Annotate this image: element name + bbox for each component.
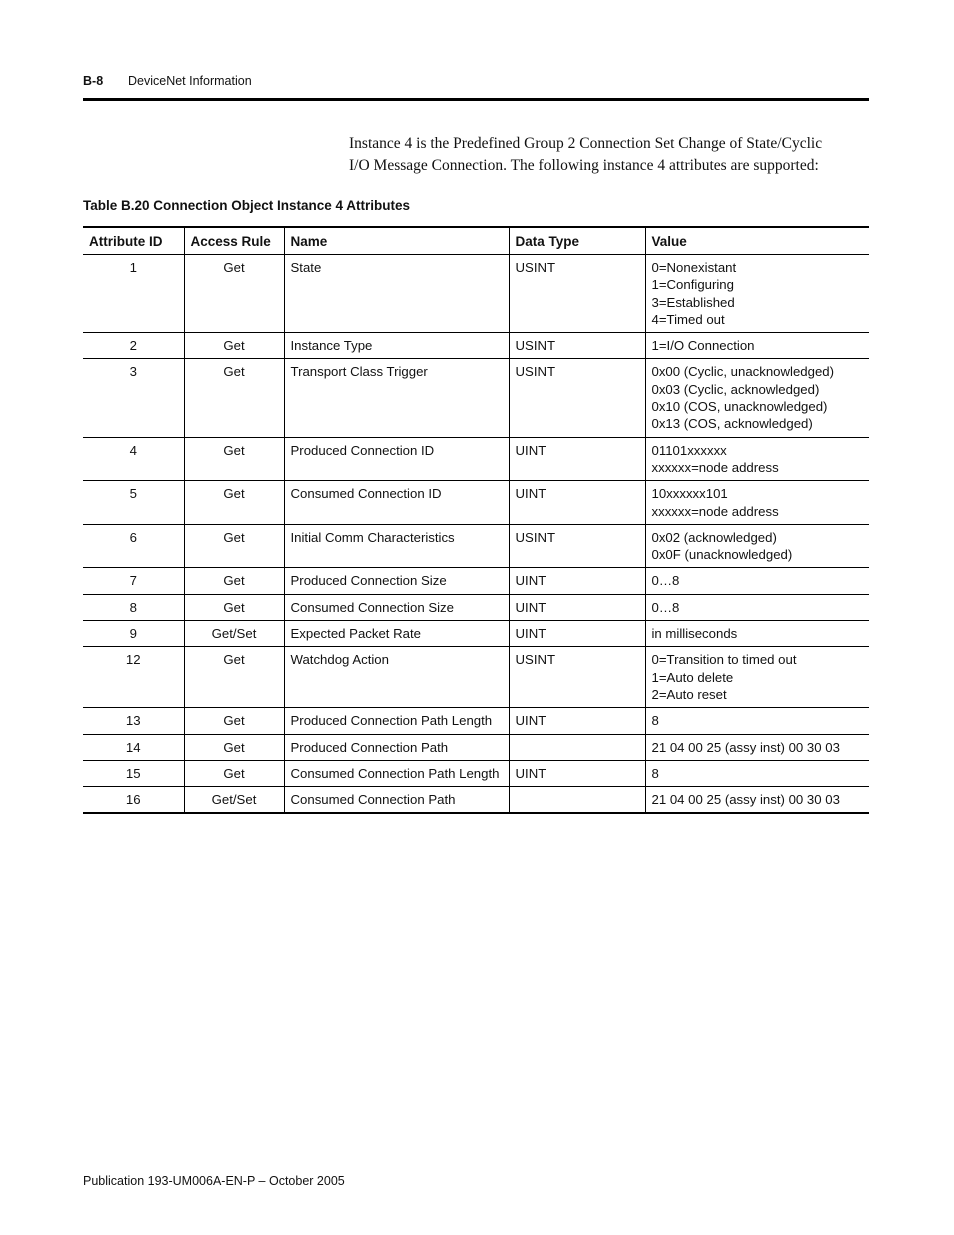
data-type-cell: UINT bbox=[509, 760, 645, 786]
value-line: 0x03 (Cyclic, acknowledged) bbox=[651, 381, 820, 397]
table-row bbox=[83, 621, 869, 647]
attribute-id-cell: 2 bbox=[83, 333, 184, 359]
value-line: 1=I/O Connection bbox=[651, 338, 755, 354]
data-type-cell bbox=[509, 734, 645, 760]
attribute-id-cell: 1 bbox=[83, 255, 184, 333]
value-cell bbox=[645, 333, 869, 359]
value-cell bbox=[645, 437, 869, 481]
value-line: 0x00 (Cyclic, unacknowledged) bbox=[651, 364, 835, 380]
value-line: 0x02 (acknowledged) bbox=[651, 529, 777, 545]
data-type-cell bbox=[509, 787, 645, 814]
name-cell: Produced Connection Path bbox=[284, 734, 509, 760]
value-line: in milliseconds bbox=[651, 626, 738, 642]
access-rule-cell: Get bbox=[184, 568, 284, 594]
value-line: 21 04 00 25 (assy inst) 00 30 03 bbox=[651, 792, 840, 808]
table-caption: Table B.20 Connection Object Instance 4 Attributes bbox=[83, 198, 411, 213]
access-rule-cell: Get/Set bbox=[184, 621, 284, 647]
attribute-id-cell: 14 bbox=[83, 734, 184, 760]
attribute-id-cell: 12 bbox=[83, 647, 184, 708]
data-type-cell: UINT bbox=[509, 568, 645, 594]
value-cell bbox=[645, 568, 869, 594]
value-cell bbox=[645, 647, 869, 708]
page-footer: Publication 193-UM006A-EN-P – October 2005 bbox=[83, 1174, 345, 1188]
page-number: B-8 bbox=[83, 74, 104, 88]
value-line: 0x0F (unacknowledged) bbox=[651, 547, 793, 563]
attribute-id-cell: 3 bbox=[83, 359, 184, 437]
name-cell: Produced Connection ID bbox=[284, 437, 509, 481]
table-header-row bbox=[83, 227, 869, 255]
name-cell: Expected Packet Rate bbox=[284, 621, 509, 647]
table-row bbox=[83, 708, 869, 734]
value-line: xxxxxx=node address bbox=[651, 503, 779, 519]
access-rule-cell: Get bbox=[184, 647, 284, 708]
access-rule-cell: Get bbox=[184, 524, 284, 568]
data-type-cell: USINT bbox=[509, 647, 645, 708]
attribute-id-cell: 4 bbox=[83, 437, 184, 481]
attribute-id-cell: 15 bbox=[83, 760, 184, 786]
table-row bbox=[83, 734, 869, 760]
attribute-id-cell: 5 bbox=[83, 481, 184, 525]
intro-line: Instance 4 is the Predefined Group 2 Connection Set Change of State/Cyclic bbox=[349, 135, 823, 152]
section-title: DeviceNet Information bbox=[128, 74, 252, 88]
attribute-id-cell: 7 bbox=[83, 568, 184, 594]
value-line: 01101xxxxxx bbox=[651, 442, 727, 458]
data-type-cell: UINT bbox=[509, 621, 645, 647]
column-header: Attribute ID bbox=[83, 227, 184, 255]
name-cell: Consumed Connection Path Length bbox=[284, 760, 509, 786]
column-header: Data Type bbox=[509, 227, 645, 255]
value-cell bbox=[645, 359, 869, 437]
value-line: 10xxxxxx101 bbox=[651, 486, 728, 502]
access-rule-cell: Get bbox=[184, 333, 284, 359]
name-cell: Produced Connection Path Length bbox=[284, 708, 509, 734]
attribute-id-cell: 9 bbox=[83, 621, 184, 647]
access-rule-cell: Get bbox=[184, 708, 284, 734]
data-type-cell: USINT bbox=[509, 524, 645, 568]
name-cell: Consumed Connection Path bbox=[284, 787, 509, 814]
value-line: 8 bbox=[651, 713, 659, 729]
value-line: 1=Configuring bbox=[651, 277, 734, 293]
attributes-table bbox=[83, 226, 869, 814]
access-rule-cell: Get bbox=[184, 255, 284, 333]
data-type-cell: USINT bbox=[509, 333, 645, 359]
access-rule-cell: Get bbox=[184, 359, 284, 437]
data-type-cell: USINT bbox=[509, 359, 645, 437]
name-cell: Consumed Connection Size bbox=[284, 594, 509, 620]
column-header: Name bbox=[284, 227, 509, 255]
name-cell: Consumed Connection ID bbox=[284, 481, 509, 525]
table-row bbox=[83, 255, 869, 333]
table-row bbox=[83, 359, 869, 437]
data-type-cell: UINT bbox=[509, 708, 645, 734]
intro-line: I/O Message Connection. The following instance 4 attributes are supported: bbox=[349, 157, 819, 174]
data-type-cell: UINT bbox=[509, 594, 645, 620]
column-header: Value bbox=[645, 227, 869, 255]
value-line: 0…8 bbox=[651, 573, 680, 589]
table-row bbox=[83, 594, 869, 620]
name-cell: Watchdog Action bbox=[284, 647, 509, 708]
column-header: Access Rule bbox=[184, 227, 284, 255]
value-line: 21 04 00 25 (assy inst) 00 30 03 bbox=[651, 739, 840, 755]
table-row bbox=[83, 568, 869, 594]
attribute-id-cell: 16 bbox=[83, 787, 184, 814]
data-type-cell: UINT bbox=[509, 437, 645, 481]
value-cell bbox=[645, 594, 869, 620]
value-line: 8 bbox=[651, 765, 659, 781]
value-cell bbox=[645, 255, 869, 333]
value-line: xxxxxx=node address bbox=[651, 459, 779, 475]
intro-paragraph bbox=[349, 133, 869, 177]
name-cell: Transport Class Trigger bbox=[284, 359, 509, 437]
access-rule-cell: Get bbox=[184, 481, 284, 525]
table-row bbox=[83, 524, 869, 568]
value-line: 0=Transition to timed out bbox=[651, 652, 797, 668]
value-cell bbox=[645, 621, 869, 647]
value-cell bbox=[645, 787, 869, 814]
data-type-cell: USINT bbox=[509, 255, 645, 333]
value-line: 0…8 bbox=[651, 599, 680, 615]
table-row bbox=[83, 760, 869, 786]
table-row bbox=[83, 437, 869, 481]
table-row bbox=[83, 647, 869, 708]
name-cell: Produced Connection Size bbox=[284, 568, 509, 594]
value-line: 0=Nonexistant bbox=[651, 260, 737, 275]
data-type-cell: UINT bbox=[509, 481, 645, 525]
value-line: 2=Auto reset bbox=[651, 686, 727, 702]
attribute-id-cell: 8 bbox=[83, 594, 184, 620]
page-header bbox=[83, 72, 869, 101]
value-line: 1=Auto delete bbox=[651, 669, 734, 685]
value-cell bbox=[645, 524, 869, 568]
access-rule-cell: Get bbox=[184, 760, 284, 786]
table-row bbox=[83, 333, 869, 359]
table-row bbox=[83, 481, 869, 525]
value-cell bbox=[645, 481, 869, 525]
value-cell bbox=[645, 734, 869, 760]
attribute-id-cell: 6 bbox=[83, 524, 184, 568]
value-line: 0x10 (COS, unacknowledged) bbox=[651, 399, 828, 415]
access-rule-cell: Get/Set bbox=[184, 787, 284, 814]
value-cell bbox=[645, 708, 869, 734]
value-cell bbox=[645, 760, 869, 786]
value-line: 0x13 (COS, acknowledged) bbox=[651, 416, 813, 432]
access-rule-cell: Get bbox=[184, 437, 284, 481]
value-line: 3=Established bbox=[651, 294, 735, 310]
table-row bbox=[83, 787, 869, 814]
table-body bbox=[83, 255, 869, 814]
name-cell: Instance Type bbox=[284, 333, 509, 359]
access-rule-cell: Get bbox=[184, 594, 284, 620]
access-rule-cell: Get bbox=[184, 734, 284, 760]
attribute-id-cell: 13 bbox=[83, 708, 184, 734]
name-cell: Initial Comm Characteristics bbox=[284, 524, 509, 568]
value-line: 4=Timed out bbox=[651, 311, 725, 327]
name-cell: State bbox=[284, 255, 509, 333]
